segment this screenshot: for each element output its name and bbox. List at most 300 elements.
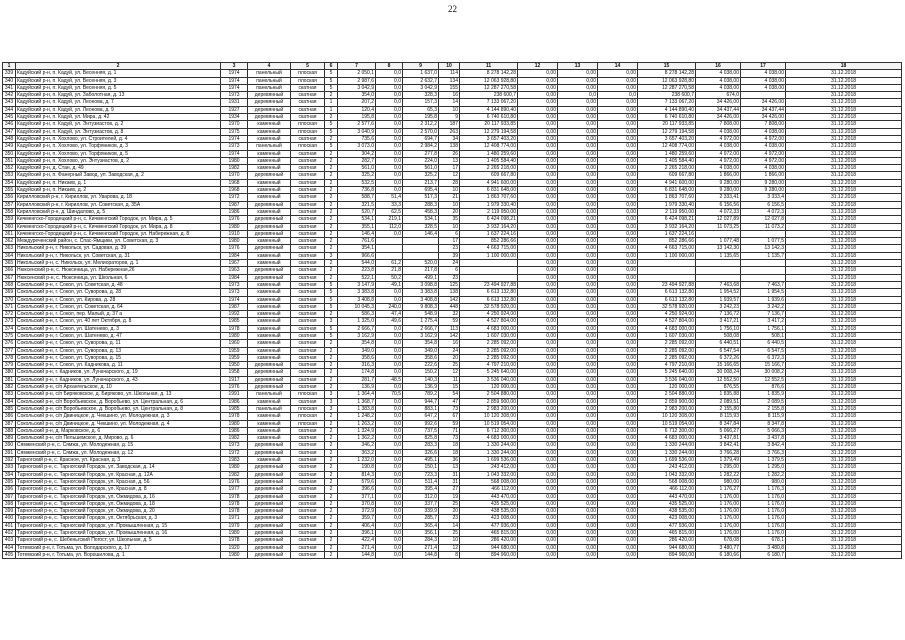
table-cell: 2: [325, 274, 338, 281]
table-cell: 0,00: [598, 340, 638, 347]
table-cell: 0,00: [518, 340, 558, 347]
table-cell: 0,00: [518, 522, 558, 529]
table-cell: 0,00: [558, 332, 598, 339]
table-row: [3, 530, 902, 537]
table-cell: 0,00: [558, 347, 598, 354]
table-cell: 548,9: [403, 311, 439, 318]
table-cell: деревянный: [248, 362, 291, 369]
table-cell: 966,6: [338, 252, 376, 259]
table-cell: Кадуйский р-н, п. Кадуй, ул. Весенняя, д. 5: [16, 84, 221, 91]
table-cell: 31.12.2018: [786, 325, 902, 332]
table-cell: Кадуйский р-н, п. Кадуй, ул. Весенняя, д. 1: [16, 70, 221, 77]
table-cell: 31.12.2018: [786, 376, 902, 383]
table-cell: 1980: [221, 238, 248, 245]
table-cell: 0,00: [598, 544, 638, 551]
table-cell: скатная: [291, 135, 325, 142]
table-cell: 2: [325, 544, 338, 551]
table-cell: 1 077,48: [696, 238, 741, 245]
table-cell: 0,00: [518, 478, 558, 485]
header-cell: 11: [460, 63, 518, 70]
table-cell: панельный: [248, 143, 291, 150]
table-cell: 136,9: [403, 384, 439, 391]
table-row: [3, 216, 902, 223]
table-cell: 340: [3, 77, 16, 84]
table-cell: 4 972,00: [696, 135, 741, 142]
table-cell: каменный: [248, 427, 291, 434]
table-cell: 136,9: [338, 384, 376, 391]
table-cell: 4 972,00: [696, 150, 741, 157]
table-cell: 396,6: [338, 486, 376, 493]
table-cell: скатная: [291, 238, 325, 245]
table-cell: 0,00: [598, 245, 638, 252]
table-cell: 1 480 259,60: [638, 150, 696, 157]
table-cell: 367: [3, 274, 16, 281]
table-cell: 354: [3, 179, 16, 186]
table-cell: 1917: [221, 376, 248, 383]
table-cell: 1982: [221, 165, 248, 172]
table-cell: скатная: [291, 201, 325, 208]
table-cell: 0,0: [376, 157, 403, 164]
table-cell: Тотемский р-н, г. Тотьма, ул. Ворошилова, д. 1: [16, 551, 221, 558]
table-cell: 285,7: [403, 515, 439, 522]
table-cell: 114: [439, 70, 460, 77]
table-cell: 1 176,00: [696, 530, 741, 537]
table-cell: 980,00: [696, 478, 741, 485]
table-cell: 517,3: [403, 194, 439, 201]
table-cell: 380: [3, 369, 16, 376]
table-cell: [741, 267, 786, 274]
table-cell: 1991: [221, 391, 248, 398]
table-cell: 0,00: [558, 70, 598, 77]
table-cell: 0,0: [376, 493, 403, 500]
table-cell: 1978: [221, 537, 248, 544]
table-cell: скатная: [291, 376, 325, 383]
table-cell: 2 984,2: [403, 143, 439, 150]
table-cell: 2 987,6: [338, 77, 376, 84]
table-cell: деревянный: [248, 216, 291, 223]
table-cell: 2: [325, 230, 338, 237]
table-cell: 0,00: [598, 201, 638, 208]
table-cell: 3 417,2: [741, 318, 786, 325]
table-cell: 5: [325, 325, 338, 332]
table-cell: 3 073,0: [338, 143, 376, 150]
table-cell: 0,00: [518, 384, 558, 391]
table-row: [3, 114, 902, 121]
table-cell: 0,0: [376, 289, 403, 296]
table-cell: 5: [325, 303, 338, 310]
table-cell: 6 613 132,80: [638, 296, 696, 303]
table-cell: 1 325,0: [338, 318, 376, 325]
table-cell: 32 578 920,00: [638, 303, 696, 310]
table-cell: 1 282,22: [696, 471, 741, 478]
table-cell: скатная: [291, 311, 325, 318]
table-cell: 0,0: [376, 143, 403, 150]
table-cell: 31.12.2018: [786, 384, 902, 391]
table-row: [3, 413, 902, 420]
table-cell: 0,00: [598, 362, 638, 369]
table-cell: 0,00: [558, 493, 598, 500]
table-cell: скатная: [291, 99, 325, 106]
table-cell: 0,00: [518, 325, 558, 332]
table-cell: 0,00: [598, 522, 638, 529]
table-cell: 825,8: [403, 435, 439, 442]
table-cell: 0,00: [558, 179, 598, 186]
table-cell: 14: [439, 522, 460, 529]
table-cell: 354,8: [403, 340, 439, 347]
table-cell: 678,1: [741, 537, 786, 544]
table-cell: 735,6: [338, 135, 376, 142]
table-cell: 2 265 218,00: [638, 165, 696, 172]
table-cell: Кирилловский р-н, д. Шиндалово, д. 5: [16, 208, 221, 215]
table-cell: 0,00: [518, 143, 558, 150]
table-cell: 0,00: [518, 208, 558, 215]
table-cell: 3 657 403,20: [638, 135, 696, 142]
table-cell: 8 115,9: [741, 413, 786, 420]
table-cell: 0,00: [598, 332, 638, 339]
table-cell: деревянный: [248, 464, 291, 471]
table-cell: 852 286,66: [638, 238, 696, 245]
table-cell: 0,00: [558, 157, 598, 164]
table-cell: 0,00: [558, 442, 598, 449]
table-cell: 1 368,7: [338, 398, 376, 405]
table-cell: скатная: [291, 362, 325, 369]
table-cell: 21: [439, 194, 460, 201]
table-cell: 138: [439, 289, 460, 296]
table-cell: 8 278 142,28: [638, 70, 696, 77]
table-cell: Кадуйский р-н, д. Стан, д. 49: [16, 165, 221, 172]
table-cell: Кадуйский р-н, п. Кадуй, ул. Энтузиастов, д. 8: [16, 128, 221, 135]
table-cell: 0,00: [518, 405, 558, 412]
table-cell: 992,6: [403, 420, 439, 427]
table-cell: 1 176,27: [696, 486, 741, 493]
table-cell: 2 333,41: [696, 194, 741, 201]
table-cell: 406,4: [338, 522, 376, 529]
table-cell: 12 552,5: [741, 376, 786, 383]
table-cell: плоская: [291, 143, 325, 150]
table-cell: 31.12.2018: [786, 354, 902, 361]
table-cell: 288,3: [403, 201, 439, 208]
table-cell: 0,0: [376, 398, 403, 405]
table-cell: 465 815,00: [460, 530, 518, 537]
table-cell: 0,00: [558, 281, 598, 288]
table-cell: 0,00: [598, 128, 638, 135]
table-cell: 368: [3, 281, 16, 288]
table-cell: каменный: [248, 435, 291, 442]
table-cell: скатная: [291, 216, 325, 223]
table-cell: 0,00: [518, 216, 558, 223]
table-cell: 0,00: [598, 274, 638, 281]
table-cell: 1 043 332,00: [460, 471, 518, 478]
table-cell: 511,4: [403, 478, 439, 485]
table-cell: 31.12.2018: [786, 442, 902, 449]
table-cell: 2: [325, 165, 338, 172]
table-cell: 1978: [221, 413, 248, 420]
table-cell: 316,3: [338, 362, 376, 369]
table-row: [3, 99, 902, 106]
table-cell: 0,00: [518, 179, 558, 186]
table-cell: 6: [439, 230, 460, 237]
table-cell: 31: [439, 478, 460, 485]
table-cell: 8: [439, 551, 460, 558]
table-cell: 2: [325, 260, 338, 267]
table-cell: 0,00: [518, 493, 558, 500]
table-cell: 0,0: [376, 427, 403, 434]
table-cell: 0,00: [598, 289, 638, 296]
table-cell: 12 027,89: [696, 216, 741, 223]
table-cell: 1974: [221, 296, 248, 303]
table-cell: 466 112,00: [460, 486, 518, 493]
table-cell: 0,00: [558, 457, 598, 464]
table-cell: 443 470,00: [638, 493, 696, 500]
table-cell: 7 136,7: [741, 311, 786, 318]
table-cell: 4 038,00: [696, 143, 741, 150]
table-cell: 0,0: [376, 530, 403, 537]
table-row: [3, 274, 902, 281]
table-cell: 372,9: [338, 508, 376, 515]
table-cell: 120,4: [338, 106, 376, 113]
table-cell: каменный: [248, 187, 291, 194]
table-cell: 1968: [221, 179, 248, 186]
table-cell: 0,00: [558, 172, 598, 179]
table-cell: 5: [325, 296, 338, 303]
table-cell: 12 063 928,80: [638, 77, 696, 84]
table-cell: 3 383,8: [403, 289, 439, 296]
table-cell: 365,4: [403, 522, 439, 529]
table-cell: 4 941 600,00: [460, 179, 518, 186]
table-cell: 1 176,0: [741, 508, 786, 515]
table-cell: 1 607 030,00: [638, 332, 696, 339]
table-cell: скатная: [291, 449, 325, 456]
table-row: [3, 457, 902, 464]
table-cell: 1 282,2: [741, 471, 786, 478]
table-cell: 31.12.2018: [786, 260, 902, 267]
table-cell: 31.12.2018: [786, 427, 902, 434]
table-cell: 609 667,80: [638, 172, 696, 179]
table-cell: 4 797 210,00: [460, 362, 518, 369]
table-cell: 1 232,0: [338, 457, 376, 464]
table-cell: 0,00: [518, 457, 558, 464]
table-cell: 1986: [221, 208, 248, 215]
table-cell: 31.12.2018: [786, 478, 902, 485]
table-cell: 0,00: [558, 135, 598, 142]
table-cell: 1 077,5: [741, 238, 786, 245]
table-cell: 0,00: [598, 391, 638, 398]
table-cell: 1976: [221, 216, 248, 223]
table-cell: панельный: [248, 70, 291, 77]
table-cell: 0,0: [376, 522, 403, 529]
table-cell: 2: [325, 114, 338, 121]
table-row: [3, 442, 902, 449]
table-cell: 49,1: [376, 281, 403, 288]
table-cell: 360: [3, 223, 16, 230]
table-cell: 31.12.2018: [786, 486, 902, 493]
table-cell: 0,00: [518, 296, 558, 303]
table-cell: [638, 260, 696, 267]
table-row: [3, 289, 902, 296]
table-cell: 465 815,00: [638, 530, 696, 537]
table-cell: 2: [325, 435, 338, 442]
table-cell: 146,4: [338, 230, 376, 237]
table-cell: скатная: [291, 435, 325, 442]
table-cell: 1 364,4: [338, 391, 376, 398]
table-cell: 4 038,00: [696, 77, 741, 84]
table-cell: Кадуйский р-н, п. Хохлово, ул. Торфяников, д. 3: [16, 143, 221, 150]
table-cell: 0,00: [598, 121, 638, 128]
table-cell: 3: [325, 318, 338, 325]
table-cell: 325,2: [403, 172, 439, 179]
table-cell: 0,00: [558, 391, 598, 398]
table-cell: 0,00: [558, 405, 598, 412]
table-cell: Кичменгско-Городецкий р-н, с. Кичменгский Городок, ул. Мира, д. 5: [16, 216, 221, 223]
table-cell: 1978: [221, 508, 248, 515]
table-cell: Тарногский р-н, с. Тарногский Городок, ул. Красная, д. 8: [16, 486, 221, 493]
table-cell: 0,0: [376, 332, 403, 339]
table-cell: 10 519 054,00: [638, 420, 696, 427]
table-cell: скатная: [291, 544, 325, 551]
table-cell: 71: [439, 427, 460, 434]
table-cell: Сокольский р-н, г. Сокол, ул. Шатенево, д. 47: [16, 332, 221, 339]
table-cell: деревянный: [248, 522, 291, 529]
table-cell: 2: [325, 216, 338, 223]
table-cell: 761,6: [338, 238, 376, 245]
table-cell: 0,00: [558, 486, 598, 493]
table-cell: 0,0: [376, 106, 403, 113]
table-cell: 0,0: [376, 340, 403, 347]
register-table: [2, 62, 902, 559]
table-cell: 0,0: [376, 325, 403, 332]
table-cell: каменный: [248, 413, 291, 420]
table-cell: 1 405 584,40: [460, 157, 518, 164]
table-cell: 1976: [221, 245, 248, 252]
table-cell: 0,00: [598, 216, 638, 223]
table-cell: 647,2: [403, 413, 439, 420]
table-cell: Нюксенский р-н, с. Нюксеница, ул. Школьная, 6: [16, 274, 221, 281]
table-row: [3, 143, 902, 150]
table-cell: 0,00: [518, 157, 558, 164]
table-cell: Тотемский р-н, г. Тотьма, ул. Володарского, д. 17: [16, 544, 221, 551]
table-cell: плоская: [291, 391, 325, 398]
table-cell: 31.12.2018: [786, 208, 902, 215]
table-cell: Сокольский р-н, г. Сокол, ул. Суворова, д. 11: [16, 340, 221, 347]
table-cell: 31.12.2018: [786, 464, 902, 471]
table-cell: Никольский р-н, г. Никольск, ул. Советская, д. 31: [16, 252, 221, 259]
table-row: [3, 398, 902, 405]
table-cell: скатная: [291, 303, 325, 310]
table-cell: 2: [325, 223, 338, 230]
table-cell: 0,00: [518, 311, 558, 318]
table-cell: 31.12.2018: [786, 216, 902, 223]
table-cell: 155: [439, 84, 460, 91]
table-cell: 112,0: [376, 223, 403, 230]
table-cell: 737,5: [403, 427, 439, 434]
table-cell: 2: [325, 376, 338, 383]
table-cell: 0,00: [558, 106, 598, 113]
table-cell: 9 280,00: [696, 179, 741, 186]
table-cell: 15 166,65: [696, 362, 741, 369]
table-cell: 0,0: [376, 347, 403, 354]
table-cell: 10 519 054,00: [460, 420, 518, 427]
table-cell: 3 242,2: [741, 303, 786, 310]
table-cell: 6 740 610,80: [460, 114, 518, 121]
table-cell: 31.12.2018: [786, 289, 902, 296]
table-cell: 7 133 067,20: [638, 99, 696, 106]
table-cell: 31.12.2018: [786, 362, 902, 369]
table-cell: 0,00: [598, 238, 638, 245]
table-cell: 0,00: [558, 435, 598, 442]
table-cell: каменный: [248, 165, 291, 172]
table-cell: 1 176,0: [741, 493, 786, 500]
table-row: [3, 332, 902, 339]
table-cell: 1 480 259,60: [460, 150, 518, 157]
table-cell: 1970: [221, 172, 248, 179]
header-cell: 8: [376, 63, 403, 70]
table-cell: каменный: [248, 311, 291, 318]
table-cell: 9: [439, 114, 460, 121]
table-cell: 31: [439, 471, 460, 478]
header-cell: 1: [3, 63, 16, 70]
table-cell: 391: [3, 449, 16, 456]
table-cell: 59: [439, 318, 460, 325]
table-cell: 0,0: [376, 369, 403, 376]
table-cell: 1 939,57: [696, 296, 741, 303]
table-cell: 390: [3, 442, 16, 449]
table-cell: 0,00: [598, 260, 638, 267]
table-cell: 0,00: [518, 413, 558, 420]
table-cell: 5: [325, 143, 338, 150]
table-row: [3, 508, 902, 515]
table-cell: 195,8: [338, 114, 376, 121]
table-cell: 2: [325, 311, 338, 318]
table-cell: 5 066,3: [741, 427, 786, 434]
table-cell: 1 295,00: [696, 464, 741, 471]
table-cell: 12: [439, 369, 460, 376]
table-cell: 3 242,23: [696, 303, 741, 310]
table-cell: 404: [3, 544, 16, 551]
table-cell: 2: [325, 208, 338, 215]
table-cell: 47: [439, 398, 460, 405]
table-cell: скатная: [291, 84, 325, 91]
table-cell: скатная: [291, 493, 325, 500]
table-cell: 31.12.2018: [786, 515, 902, 522]
table-cell: 579,6: [338, 478, 376, 485]
table-cell: 65,3: [403, 106, 439, 113]
table-cell: 0,00: [518, 515, 558, 522]
table-cell: 0,00: [518, 77, 558, 84]
table-cell: 343: [3, 99, 16, 106]
table-cell: 0,00: [598, 508, 638, 515]
table-cell: 23: [439, 245, 460, 252]
table-cell: 5: [325, 289, 338, 296]
table-cell: 0,00: [558, 530, 598, 537]
table-cell: 876,55: [696, 384, 741, 391]
table-cell: 1974: [221, 70, 248, 77]
table-cell: 328,3: [403, 92, 439, 99]
table-cell: 3 842,4: [741, 442, 786, 449]
table-cell: 0,0: [376, 449, 403, 456]
page-number: 22: [448, 4, 457, 14]
table-cell: 944 680,00: [460, 544, 518, 551]
table-cell: 2 504 880,00: [460, 391, 518, 398]
table-cell: 2 119 950,00: [638, 208, 696, 215]
table-cell: 1 176,00: [696, 522, 741, 529]
table-cell: 695,4: [403, 187, 439, 194]
table-cell: каменный: [248, 194, 291, 201]
table-cell: 0,00: [518, 486, 558, 493]
table-cell: 356,1: [403, 530, 439, 537]
table-cell: 39: [439, 252, 460, 259]
table-cell: 190,8: [338, 464, 376, 471]
table-cell: 2 312,2: [403, 121, 439, 128]
